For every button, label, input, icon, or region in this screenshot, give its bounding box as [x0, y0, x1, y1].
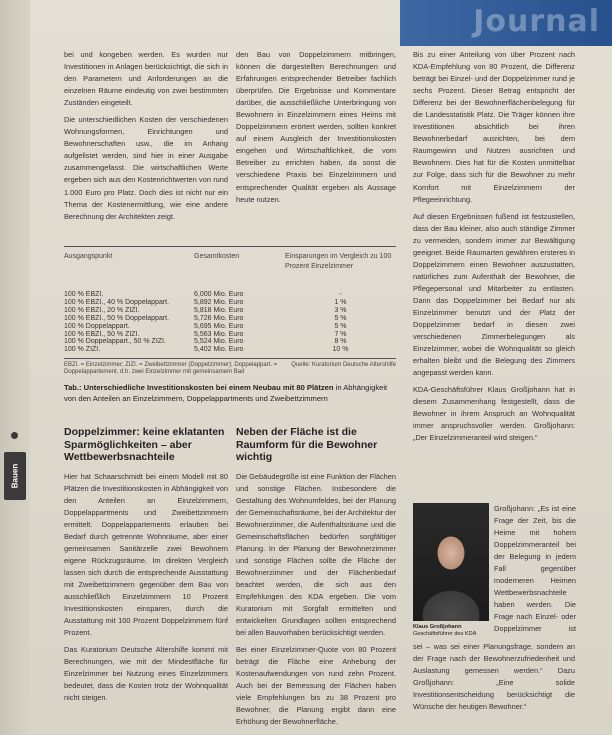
portrait-photo: [413, 503, 489, 637]
page-gutter: [0, 0, 30, 735]
table-cell: 100 % ZIZI.: [64, 346, 101, 354]
table-row: [64, 346, 396, 354]
paragraph: Das Kuratorium Deutsche Altershilfe kommt mit Berechnungen, wie mit der Mindestfläche für Einzelzimmer bei Nutzung eines Einzelzimmers bedeutet, dass die Kosten trotz der Wohnqualität nicht steigen.: [64, 645, 228, 703]
table-cell: 100 % EBZI., 40 % Doppelappart.: [64, 298, 170, 306]
table-cell: 6,000 Mio. Euro: [194, 291, 244, 298]
column-1-bottom: [64, 426, 228, 731]
table-footnote-text: EBZI. = Einzelzimmer; ZIZI. = Zweibettzimmer (Doppelzimmer); Doppelappart. = Doppelappartement, d.h. zwei Einzelzimmer mit gemeinsamem Bad: [64, 362, 278, 376]
table-header: [64, 247, 396, 291]
table-row: [64, 331, 396, 339]
table-cell: 5,818 Mio. Euro: [194, 306, 244, 314]
column-2-top: [236, 49, 396, 235]
table-cell: 5 %: [334, 322, 347, 330]
table-header-cell: Gesamtkosten: [194, 253, 240, 260]
table-cell: -: [339, 291, 342, 298]
column-3-beside-photo: [494, 503, 576, 637]
photo-role: Geschäftsführer des KDA: [413, 631, 477, 637]
table-cell: 100 % EBZI., 50 % ZIZI.: [64, 330, 140, 338]
portrait-image: [413, 503, 489, 621]
paragraph: Die Gebäudegröße ist eine Funktion der Flächen und sonstige Flächen. Insbesondere die Gestaltung des Wohnumfeldes, bei der Planung der Gemeinschaftsräume, bei der Architektur der Bewohnerzimmer, die Aufenthaltsräume und die Gemeinschaftsflächen bedürfen sorgfältiger Planung. In der Planung der Bewohnerzimmer und sonstige Flächen sollte die Fläche der Bewohnerzimmer und der Flächenbedarf beachtet werden, die sich aus den Empfehlungen des KDA ergeben. Die vom Kuratorium mit Sorgfalt ermittelten und entwickelten Grundlagen sollten entsprechend bei allen Bauvorhaben berücksichtigt werden.: [236, 471, 396, 638]
paragraph: Hier hat Schaarschmidt bei einem Modell mit 80 Plätzen die Investitionskosten in Abhängigkeit von den Anteilen an Einzelzimmern, Doppelappartments und Zweibettzimmern ermittelt. Doppelappartements erlauben bei Bedarf durch getrennte Wohnräume, aber einer gemeinsamen Sanitärzelle zwei Bewohnern eigene Rückzugsräume. Im direkten Vergleich lassen sich durch die entsprechende Ausstattung mit Zweibettzimmern gegenüber dem Bau von ausschließlich Einzelzimmern 10 Prozent Investitionskosten einsparen, durch die Ausstattung mit 100 Prozent Doppelzimmern fünf Prozent.: [64, 471, 228, 638]
section-side-tab: [4, 452, 26, 500]
section-heading: Doppelzimmer: keine eklatanten Sparmöglichkeiten – aber Wettbewerbsnachteile: [64, 426, 225, 463]
table-cell: 1 %: [334, 298, 347, 306]
table-row: [64, 291, 396, 299]
table-row: [64, 315, 396, 323]
cost-table: [64, 246, 396, 404]
header-banner: [400, 0, 612, 46]
table-row: [64, 307, 396, 315]
column-3-top: [413, 49, 575, 469]
table-cell: 5,563 Mio. Euro: [194, 330, 244, 338]
table-cell: 100 % Doppelappart., 50 % ZIZI.: [64, 338, 166, 346]
paragraph: Die unterschiedlichen Kosten der verschiedenen Wohnungsformen, Einrichtungen und Bewohnerschaften usw., die im Anhang aufgelistet werden, sind hier in einer Ausgabe zusammengefasst. Die wirtschaftlichen Werte ergeben sich aus den Kostenrichtwerten von rund 1.000 Euro pro Platz. Doch dies ist nicht nur ein Thema der Kostenermittlung, wie eine andere Berechnung der Architekten zeigt.: [64, 115, 228, 221]
table-cell: 10 %: [332, 346, 349, 354]
side-marker-dot: [11, 432, 18, 439]
table-cell: 5,402 Mio. Euro: [194, 346, 244, 354]
table-cell: 5,524 Mio. Euro: [194, 338, 244, 346]
table-header-cell: Einsparungen im Vergleich zu 100 Prozent Einzelzimmer: [285, 253, 392, 270]
paragraph: Auf diesen Ergebnissen fußend ist festzustellen, dass der Bau kleiner, also auch ständige Zimmer zu vermeiden, sondern immer zur Bewältigung geeignet. Beide Raumarten gewähren ersteres in Doppelzimmern einen Bewohner auszustatten, natürliches zum Aufenthalt der Bewohner, die Pflegepersonal und Mitarbeiter zu entlasten. Dann das Doppelzimmer bei Bedarf nur als Einzelzimmer benutzt und der Platz der Doppelzimmer bedarf in diesen zwei verschiedenen Zimmerbelegungen als Einzelzimmer, wobei die Wohnqualität so gleich erhalten bleibt und die Belegung des Zimmers angepasst werden kann.: [413, 211, 575, 378]
section-heading: Neben der Fläche ist die Raumform für die Bewohner wichtig: [236, 426, 378, 463]
table-body: [64, 291, 396, 354]
table-cell: 5,695 Mio. Euro: [194, 322, 244, 330]
column-3-bottom: [413, 641, 575, 731]
table-caption: [64, 382, 396, 404]
table-row: [64, 299, 396, 307]
photo-name: Klaus Großjohann: [413, 624, 462, 630]
photo-caption: [413, 624, 489, 638]
paragraph: Bis zu einer Anteilung von über Prozent nach KDA-Empfehlung von 80 Prozent, die Differenz beträgt bei Einzel- und der Doppelzimmer rund je sechs Prozent. Dieser Betrag entspricht der Differenz bei der Bewohnerflächenbelegung für die Landesstatistik Platz. Die Träger können ihre Investitionen absichtlich bei ihren Bewohnerbedarf ausrichten, bei dem Raumgewinn und Nutzen ausrichten und Bewohnern. Dies hat für die Kosten unmittelbar zur Folge, dass sich für die Bewohner zu mehr Komfort mit Einzelzimmern der Pflegeeinrichtung.: [413, 50, 575, 204]
table-cell: 100 % EBZI., 50 % Doppelappart.: [64, 314, 170, 322]
table-cell: 3 %: [334, 306, 347, 314]
table-row: [64, 338, 396, 346]
paragraph: Bei einer Einzelzimmer-Quote von 80 Prozent beträgt die Fläche eine Anhebung der Kostenaufwendungen von rund zehn Prozent. Auch bei der Bemessung der Flächen haben viele Empfehlungen bis zu 38 Prozent pro Bewohner, die Planung ergibt dann eine Erhöhung der Bewohnerfläche.: [236, 645, 396, 727]
table-cell: 5 %: [334, 314, 347, 322]
table-cell: 100 % EBZI.: [64, 291, 104, 298]
table-footnote: [64, 358, 396, 376]
table-caption-rest: in Abhängigkeit von den Anteilen an Einzelzimmern, Doppelappartments und Zweibettzimmern: [64, 383, 388, 404]
paragraph: Großjohann: „Es ist eine Frage der Zeit, bis die Heime mit hohem Doppelzimmeranteil bei der Belegung in jedem Fall gegenüber moderneren Heimen Wettbewerbsnachteile haben werden. Die Frage nach Einzel- oder Doppelzimmer ist: [494, 504, 576, 634]
table-cell: 7 %: [334, 330, 347, 338]
column-1-top: [64, 49, 228, 235]
table-row: [64, 323, 396, 331]
paragraph: sei – was sei einer Planungsfrage, sondern an der Frage nach der Bewohnerzufriedenheit und Auslastung gemessen werden.“ Dazu Großjohann: „Eine solide Investitionsentscheidung berücksichtigt die Wünsche der heutigen Bewohner.“: [413, 642, 575, 712]
table-cell: 5,892 Mio. Euro: [194, 298, 244, 306]
column-2-bottom: [236, 426, 396, 731]
paragraph: KDA-Geschäftsführer Klaus Großjohann hat in diesem Zusammenhang festgestellt, dass die Bewohner in ihrem Anspruch an Wohnqualität immer anspruchsvoller werden. Großjohann: „Der Einzelzimmeranteil wird steigen.“: [413, 385, 575, 443]
table-cell: 100 % EBZI., 20 % ZIZI.: [64, 306, 140, 314]
table-source: Quelle: Kuratorium Deutsche Altershilfe: [291, 362, 396, 369]
banner-word: Journal: [473, 4, 600, 39]
table-cell: 100 % Doppelappart.: [64, 322, 130, 330]
table-cell: 8 %: [334, 338, 347, 346]
table-header-cell: Ausgangspunkt: [64, 253, 113, 260]
table-cell: 5,726 Mio. Euro: [194, 314, 244, 322]
paragraph: bei und kongeben werden. Es wurden nur Investitionen in Anlagen berücksichtigt, die sich in den Parametern und Anforderungen an die einzelnen Räume eindeutig von zwei bestimmten Zuständen eingeteilt.: [64, 50, 228, 108]
table-caption-lead: Tab.: Unterschiedliche Investitionskosten bei einem Neubau mit 80 Plätzen: [64, 383, 334, 393]
paragraph: den Bau von Doppelzimmern mitbringen, können die dargestellten Berechnungen und Erfahrungen entsprechender Betreiber fachlich überprüfen. Die Ergebnisse und Kommentare darüber, die ausschließliche Unterbringung von Bewohnern in Einzelzimmern eines Heims mit Doppelzimmern erörtert werden, sollten konkret auf einem Ausgleich der Investitionskosten eingehen und Wirtschaftlichkeit, die vom Betreiber zu errichten haben, da sonst die verschiedene Praxis bei Einzelzimmern und entsprechender Qualität ergeben als Aussage heute nutzen.: [236, 50, 396, 204]
side-tab-label: Bauen: [10, 463, 20, 489]
